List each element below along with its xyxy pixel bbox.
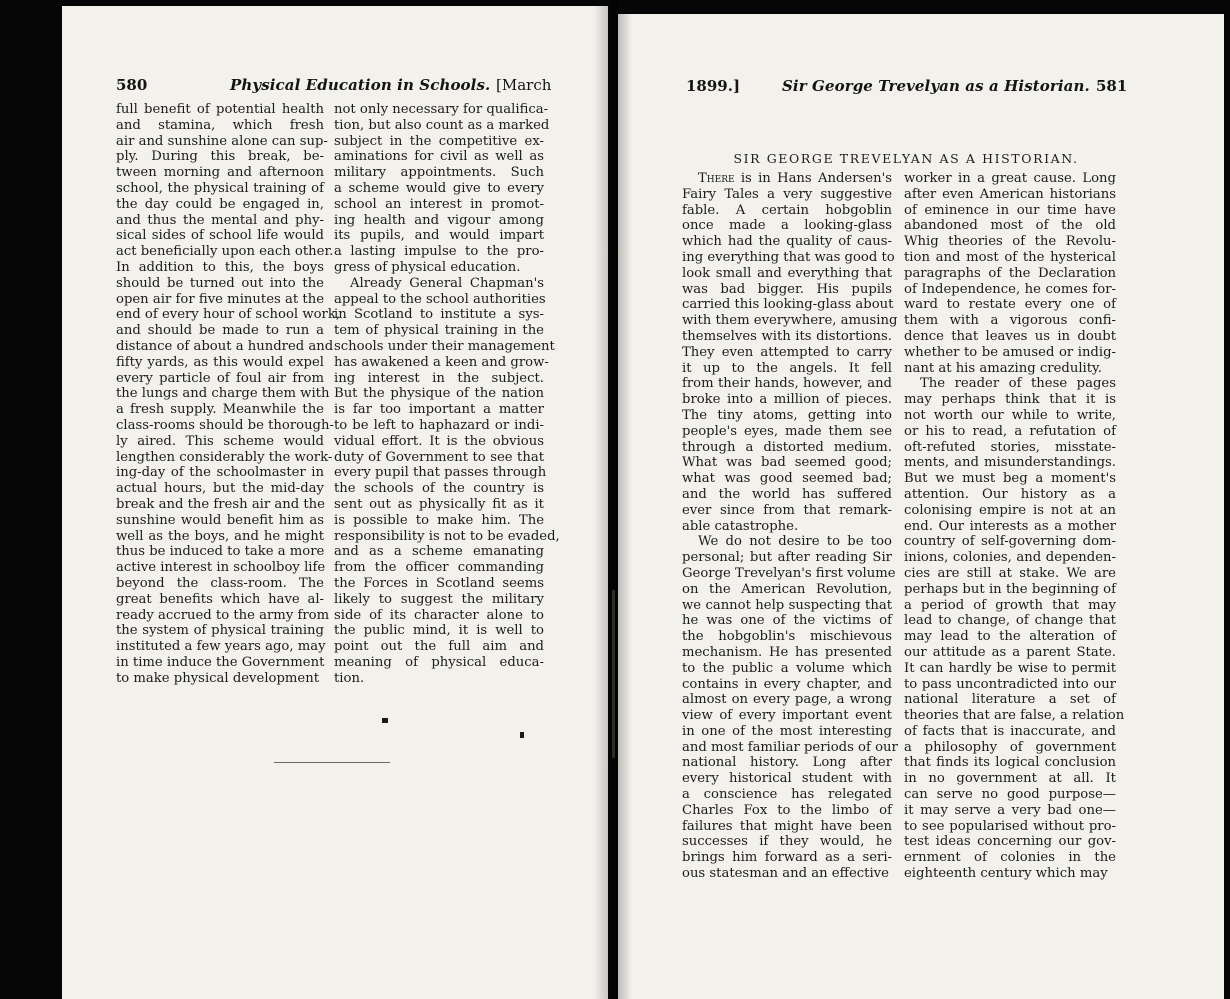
text-line: well as the boys, and he might: [116, 528, 324, 544]
ink-speck: [382, 718, 388, 723]
text-line: to pass uncontradicted into our: [904, 676, 1116, 692]
text-line: class-rooms should be thorough-: [116, 417, 334, 433]
text-line: whether to be amused or indig-: [904, 344, 1116, 360]
text-line: a philosophy of government: [904, 739, 1116, 755]
text-line: and as a scheme emanating: [334, 544, 544, 560]
text-line: and most familiar periods of our: [682, 739, 898, 755]
text-line: Whig theories of the Revolu-: [904, 234, 1116, 250]
text-line: the schools of the country is: [334, 481, 544, 497]
text-line: abandoned most of the old: [904, 218, 1116, 234]
right-running-date: 1899.]: [686, 77, 741, 95]
text-line: in Scotland to institute a sys-: [334, 307, 544, 323]
text-line: it may serve a very bad one—: [904, 802, 1116, 818]
text-line: to make physical development: [116, 670, 320, 686]
text-line: point out the full aim and: [334, 639, 544, 655]
text-line: ous statesman and an effective: [682, 866, 889, 882]
right-column-a: [682, 171, 898, 882]
text-line: beyond the class-room. The: [116, 575, 324, 591]
text-line: attention. Our history as a: [904, 486, 1116, 502]
text-line: a fresh supply. Meanwhile the: [116, 402, 324, 418]
text-line: In addition to this, the boys: [116, 259, 324, 275]
right-page: [618, 14, 1224, 999]
text-line: after even American historians: [904, 186, 1116, 202]
text-line: meaning of physical educa-: [334, 654, 544, 670]
text-line: tem of physical training in the: [334, 323, 544, 339]
text-line: able catastrophe.: [682, 518, 799, 534]
text-line: or his to read, a refutation of: [904, 423, 1116, 439]
text-line: the lungs and charge them with: [116, 386, 330, 402]
text-line: carried this looking-glass about: [682, 297, 894, 313]
text-line: may lead to the alteration of: [904, 629, 1116, 645]
text-line: ments, and misunderstandings.: [904, 455, 1116, 471]
text-line: What was bad seemed good;: [682, 455, 892, 471]
text-line: almost on every page, a wrong: [682, 692, 892, 708]
text-line: contains in every chapter, and: [682, 676, 892, 692]
text-line: air and sunshine alone can sup-: [116, 133, 328, 149]
text-line: may perhaps think that it is: [904, 392, 1116, 408]
text-line: them with a vigorous confi-: [904, 313, 1116, 329]
text-line: actual hours, but the mid-day: [116, 481, 324, 497]
left-running-date: [March: [496, 76, 552, 94]
gutter-shadow-right: [618, 14, 632, 999]
text-line: can serve no good purpose—: [904, 787, 1116, 803]
text-line: paragraphs of the Declaration: [904, 265, 1116, 281]
text-line: once made a looking-glass: [682, 218, 892, 234]
text-line: its pupils, and would impart: [334, 228, 544, 244]
text-line: responsibility is not to be evaded,: [334, 528, 560, 544]
text-line: break and the fresh air and the: [116, 496, 325, 512]
text-line: and stamina, which fresh: [116, 117, 324, 133]
text-line: theories that are false, a relation: [904, 708, 1125, 724]
text-line: test ideas concerning our gov-: [904, 834, 1116, 850]
text-line: ready accrued to the army from: [116, 607, 330, 623]
article-title: SIR GEORGE TREVELYAN AS A HISTORIAN.: [733, 151, 1079, 166]
text-line: not worth our while to write,: [904, 407, 1116, 423]
text-line: ing-day of the schoolmaster in: [116, 465, 324, 481]
text-line: it up to the angels. It fell: [682, 360, 892, 376]
text-line: fable. A certain hobgoblin: [682, 202, 892, 218]
text-line: likely to suggest the military: [334, 591, 544, 607]
text-line: what was good seemed bad;: [682, 471, 892, 487]
text-line: the hobgoblin's mischievous: [682, 629, 892, 645]
text-line: But the physique of the nation: [334, 386, 544, 402]
text-line: dence that leaves us in doubt: [904, 328, 1116, 344]
text-line: is possible to make him. The: [334, 512, 544, 528]
text-line: successes if they would, he: [682, 834, 892, 850]
text-line: from the officer commanding: [334, 560, 544, 576]
text-line: colonising empire is not at an: [904, 502, 1116, 518]
text-line: side of its character alone to: [334, 607, 544, 623]
right-running-title: Sir George Trevelyan as a Historian.: [782, 77, 1090, 95]
text-line: themselves with its distortions.: [682, 328, 892, 344]
text-line: instituted a few years ago, may: [116, 639, 326, 655]
text-line: open air for five minutes at the: [116, 291, 324, 307]
text-line: mechanism. He has presented: [682, 644, 892, 660]
text-line: There is in Hans Andersen's: [698, 171, 892, 186]
text-line: worker in a great cause. Long: [904, 171, 1116, 186]
text-line: the day could be engaged in,: [116, 196, 324, 212]
text-line: oft-refuted stories, misstate-: [904, 439, 1116, 455]
text-line: ing health and vigour among: [334, 212, 544, 228]
text-line: But we must beg a moment's: [904, 471, 1116, 487]
text-line: ward to restate every one of: [904, 297, 1116, 313]
text-line: eighteenth century which may: [904, 866, 1108, 882]
text-line: They even attempted to carry: [682, 344, 892, 360]
left-column-a: [116, 102, 341, 686]
text-line: The reader of these pages: [920, 376, 1116, 392]
text-line: he was one of the victims of: [682, 613, 892, 629]
text-line: in no government at all. It: [904, 771, 1116, 787]
text-line: failures that might have been: [682, 818, 892, 834]
text-line: school an interest in promot-: [334, 196, 544, 212]
text-line: look small and everything that: [682, 265, 892, 281]
text-line: inions, colonies, and dependen-: [904, 550, 1116, 566]
text-line: every historical student with: [682, 771, 892, 787]
text-line: vidual effort. It is the obvious: [334, 433, 544, 449]
text-line: which had the quality of caus-: [682, 234, 892, 250]
text-line: It can hardly be wise to permit: [904, 660, 1116, 676]
text-line: perhaps but in the beginning of: [904, 581, 1116, 597]
text-line: in time induce the Government: [116, 654, 325, 670]
text-line: a conscience has relegated: [682, 787, 892, 803]
text-line: broke into a million of pieces.: [682, 392, 892, 408]
text-line: ever since from that remark-: [682, 502, 892, 518]
text-line: school, the physical training of: [116, 180, 324, 196]
text-line: active interest in schoolboy life: [116, 560, 326, 576]
text-line: has awakened a keen and grow-: [334, 354, 549, 370]
text-line: act beneficially upon each other.: [116, 244, 334, 260]
text-line: and the world has suffered: [682, 486, 892, 502]
text-line: subject in the competitive ex-: [334, 133, 544, 149]
book-binding-gutter: [610, 0, 618, 999]
text-line: every particle of foul air from: [116, 370, 324, 386]
right-column-b: [904, 171, 1125, 882]
text-line: aminations for civil as well as: [334, 149, 544, 165]
text-line: schools under their management: [334, 338, 555, 354]
text-line: a period of growth that may: [904, 597, 1116, 613]
text-line: distance of about a hundred and: [116, 338, 334, 354]
text-line: We do not desire to be too: [698, 534, 892, 550]
text-line: end. Our interests as a mother: [904, 518, 1116, 534]
text-line: end of every hour of school work,: [116, 307, 341, 323]
text-line: and thus the mental and phy-: [116, 212, 324, 228]
text-line: that finds its logical conclusion: [904, 755, 1116, 771]
text-line: full benefit of potential health: [116, 102, 324, 117]
text-line: a lasting impulse to the pro-: [334, 244, 544, 260]
text-line: people's eyes, made them see: [682, 423, 892, 439]
text-line: country of self-governing dom-: [904, 534, 1116, 550]
text-line: ly aired. This scheme would: [116, 433, 324, 449]
text-line: of Independence, he comes for-: [904, 281, 1116, 297]
text-line: ing everything that was good to: [682, 249, 895, 265]
text-line: from their hands, however, and: [682, 376, 892, 392]
text-line: every pupil that passes through: [334, 465, 547, 481]
text-line: appeal to the school authorities: [334, 291, 546, 307]
ink-speck: [520, 732, 524, 738]
text-line: on the American Revolution,: [682, 581, 892, 597]
text-line: Charles Fox to the limbo of: [682, 802, 892, 818]
right-page-number: 581: [1096, 77, 1128, 95]
text-line: not only necessary for qualifica-: [334, 102, 549, 117]
text-line: was bad bigger. His pupils: [682, 281, 892, 297]
text-line: personal; but after reading Sir: [682, 550, 892, 566]
text-line: lead to change, of change that: [904, 613, 1116, 629]
text-line: tween morning and afternoon: [116, 165, 324, 181]
text-line: great benefits which have al-: [116, 591, 324, 607]
text-line: nant at his amazing credulity.: [904, 360, 1102, 376]
text-line: national history. Long after: [682, 755, 892, 771]
text-line: sent out as physically fit as it: [334, 496, 544, 512]
text-line: gress of physical education.: [334, 259, 521, 275]
text-line: ernment of colonies in the: [904, 850, 1116, 866]
gutter-shadow-left: [594, 6, 608, 999]
text-line: through a distorted medium.: [682, 439, 892, 455]
text-line: fifty yards, as this would expel: [116, 354, 324, 370]
binding-edge: [612, 590, 615, 758]
text-line: duty of Government to see that: [334, 449, 544, 465]
text-line: ing interest in the subject.: [334, 370, 544, 386]
text-line: sical sides of school life would: [116, 228, 324, 244]
text-line: brings him forward as a seri-: [682, 850, 892, 866]
text-line: to see popularised without pro-: [904, 818, 1116, 834]
text-line: national literature a set of: [904, 692, 1116, 708]
left-column-b: [334, 102, 560, 686]
text-line: of eminence in our time have: [904, 202, 1116, 218]
text-line: The tiny atoms, getting into: [682, 407, 892, 423]
left-running-title: Physical Education in Schools.: [230, 76, 491, 94]
text-line: with them everywhere, amusing: [682, 313, 898, 329]
text-line: should be turned out into the: [116, 275, 324, 291]
text-line: Already General Chapman's: [350, 275, 544, 291]
text-line: in one of the most interesting: [682, 723, 892, 739]
text-line: view of every important event: [682, 708, 892, 724]
text-line: thus be induced to take a more: [116, 544, 325, 560]
text-line: our attitude as a parent State.: [904, 644, 1116, 660]
text-line: military appointments. Such: [334, 165, 544, 181]
text-line: Fairy Tales a very suggestive: [682, 186, 892, 202]
text-line: sunshine would benefit him as: [116, 512, 324, 528]
text-line: of facts that is inaccurate, and: [904, 723, 1116, 739]
text-line: we cannot help suspecting that: [682, 597, 892, 613]
text-line: the public mind, it is well to: [334, 623, 544, 639]
text-line: the system of physical training: [116, 623, 324, 639]
left-page-number: 580: [116, 76, 148, 94]
text-line: tion, but also count as a marked: [334, 117, 550, 133]
text-line: ply. During this break, be-: [116, 149, 324, 165]
text-line: tion and most of the hysterical: [904, 249, 1116, 265]
text-line: cies are still at stake. We are: [904, 565, 1116, 581]
text-line: is far too important a matter: [334, 402, 544, 418]
text-line: George Trevelyan's first volume: [682, 565, 896, 581]
text-line: and should be made to run a: [116, 323, 324, 339]
text-line: tion.: [334, 670, 365, 686]
article-end-rule: [274, 762, 390, 763]
text-line: the Forces in Scotland seems: [334, 575, 544, 591]
text-line: lengthen considerably the work-: [116, 449, 333, 465]
text-line: a scheme would give to every: [334, 180, 544, 196]
text-line: to the public a volume which: [682, 660, 892, 676]
left-page: [62, 6, 608, 999]
text-line: to be left to haphazard or indi-: [334, 417, 544, 433]
